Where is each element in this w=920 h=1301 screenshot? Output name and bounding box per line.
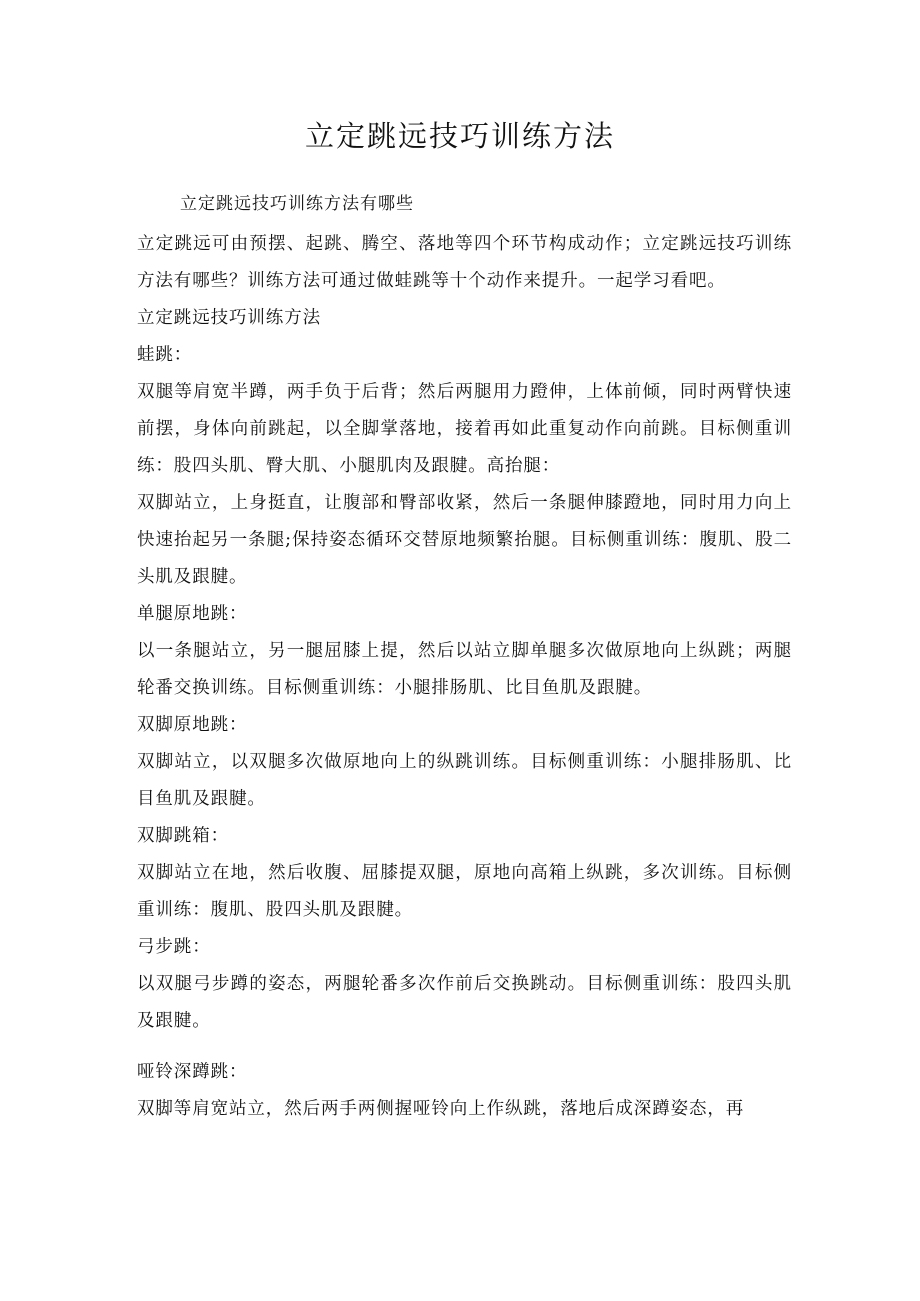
exercise-heading-single-leg-jump: 单腿原地跳： (137, 604, 248, 624)
exercise-text-dumbbell-squat-jump: 双脚等肩宽站立，然后两手两侧握哑铃向上作纵跳，落地后成深蹲姿态，再 (137, 1099, 745, 1119)
exercise-heading-box-jump: 双脚跳箱： (137, 826, 229, 846)
exercise-heading-frog-jump: 蛙跳： (137, 345, 193, 365)
exercise-heading-double-leg-jump: 双脚原地跳： (137, 715, 248, 735)
exercise-text-box-jump: 双脚站立在地，然后收腹、屈膝提双腿，原地向高箱上纵跳，多次训练。目标侧重训练：腹肌、股四头肌及跟腱。 (137, 863, 792, 920)
document-subtitle: 立定跳远技巧训练方法有哪些 (180, 194, 414, 214)
document-title: 立定跳远技巧训练方法 (304, 119, 615, 153)
section-heading: 立定跳远技巧训练方法 (137, 308, 321, 328)
exercise-text-lunge-jump: 以双腿弓步蹲的姿态，两腿轮番多次作前后交换跳动。目标侧重训练：股四头肌及跟腱。 (137, 974, 792, 1031)
exercise-text-high-knees: 双脚站立，上身挺直，让腹部和臀部收紧，然后一条腿伸膝蹬地，同时用力向上快速抬起另一条腿;保持姿态循环交替原地频繁抬腿。目标侧重训练：腹肌、股二头肌及跟腱。 (137, 493, 792, 587)
exercise-text-single-leg-jump: 以一条腿站立，另一腿屈膝上提，然后以站立脚单腿多次做原地向上纵跳；两腿轮番交换训练。目标侧重训练：小腿排肠肌、比目鱼肌及跟腱。 (137, 641, 792, 698)
exercise-text-double-leg-jump: 双脚站立，以双腿多次做原地向上的纵跳训练。目标侧重训练：小腿排肠肌、比目鱼肌及跟腱。 (137, 752, 792, 809)
document-body (137, 226, 792, 1128)
exercise-heading-lunge-jump: 弓步跳： (137, 937, 211, 957)
exercise-heading-dumbbell-squat-jump: 哑铃深蹲跳： (137, 1062, 248, 1082)
exercise-text-frog-jump: 双腿等肩宽半蹲，两手负于后背；然后两腿用力蹬伸，上体前倾，同时两臂快速前摆，身体向前跳起，以全脚掌落地，接着再如此重复动作向前跳。目标侧重训练：股四头肌、臀大肌、小腿肌肉及跟腱。高抬腿： (137, 382, 792, 476)
intro-paragraph: 立定跳远可由预摆、起跳、腾空、落地等四个环节构成动作；立定跳远技巧训练方法有哪些？训练方法可通过做蛙跳等十个动作来提升。一起学习看吧。 (137, 234, 792, 291)
